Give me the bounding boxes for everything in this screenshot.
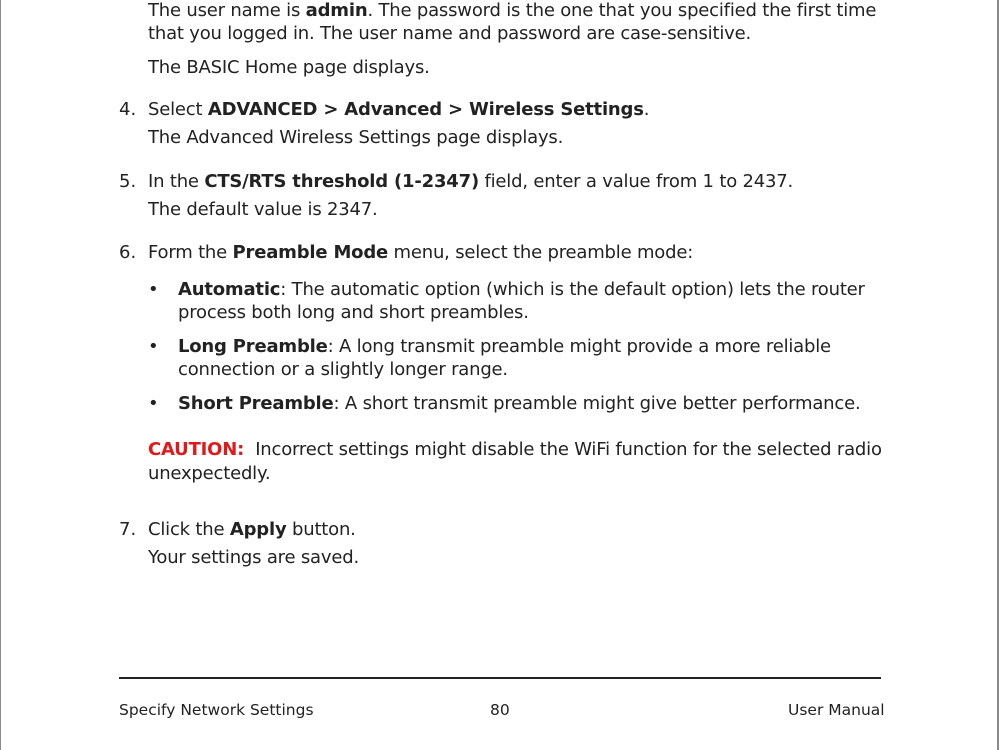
step-text: menu, select the preamble mode: <box>388 242 694 263</box>
step-text: field, enter a value from 1 to 2437. <box>478 171 794 192</box>
step-6-instruction <box>148 241 693 265</box>
step-text: Form the <box>148 242 233 263</box>
option-name: Short Preamble <box>178 393 334 414</box>
bullet-automatic-line-1 <box>178 278 865 302</box>
bullet-icon: • <box>148 336 159 357</box>
step-7-result: Your settings are saved. <box>148 547 359 568</box>
step-text: Select <box>148 99 208 120</box>
intro-line-2: that you logged in. The user name and password are case-sensitive. <box>148 23 751 44</box>
step-7-instruction <box>148 518 356 542</box>
caution-line-1 <box>148 438 882 462</box>
button-name: Apply <box>229 519 287 540</box>
step-5-instruction <box>148 170 793 194</box>
field-name: CTS/RTS threshold (1-2347) <box>204 171 479 192</box>
bullet-automatic-line-2: process both long and short preambles. <box>178 302 529 323</box>
step-text: button. <box>286 519 356 540</box>
bullet-short-preamble <box>178 392 860 416</box>
intro-line-1 <box>148 0 876 23</box>
intro-text: The user name is <box>148 0 306 21</box>
intro-line-3: The BASIC Home page displays. <box>148 57 430 78</box>
step-number: 5. <box>119 171 137 192</box>
step-text: Click the <box>148 519 230 540</box>
bullet-long-preamble-line-1 <box>178 335 831 359</box>
footer-section-title: Specify Network Settings <box>119 701 314 719</box>
username-value: admin <box>305 0 368 21</box>
option-name: Automatic <box>178 279 281 300</box>
step-number: 4. <box>119 99 137 120</box>
intro-text: . The password is the one that you specified the first time <box>367 0 877 21</box>
step-text: In the <box>148 171 205 192</box>
menu-name: Preamble Mode <box>232 242 389 263</box>
caution-label: CAUTION: <box>148 439 245 460</box>
caution-line-2: unexpectedly. <box>148 463 271 484</box>
option-description: : The automatic option (which is the default option) lets the router <box>280 279 865 300</box>
option-description: : A long transmit preamble might provide a more reliable <box>327 336 831 357</box>
step-number: 6. <box>119 242 137 263</box>
step-4-result: The Advanced Wireless Settings page displays. <box>148 127 564 148</box>
step-number: 7. <box>119 519 137 540</box>
footer-page-number: 80 <box>490 701 510 719</box>
step-text: . <box>643 99 650 120</box>
option-name: Long Preamble <box>178 336 328 357</box>
bullet-long-preamble-line-2: connection or a slightly longer range. <box>178 359 508 380</box>
footer-divider <box>119 677 881 679</box>
menu-path: ADVANCED > Advanced > Wireless Settings <box>207 99 644 120</box>
caution-text: Incorrect settings might disable the WiFi function for the selected radio <box>244 439 882 460</box>
step-5-result: The default value is 2347. <box>148 199 378 220</box>
bullet-icon: • <box>148 279 159 300</box>
bullet-icon: • <box>148 393 159 414</box>
footer-document-title: User Manual <box>788 701 885 719</box>
option-description: : A short transmit preamble might give better performance. <box>333 393 861 414</box>
step-4-instruction <box>148 98 649 122</box>
